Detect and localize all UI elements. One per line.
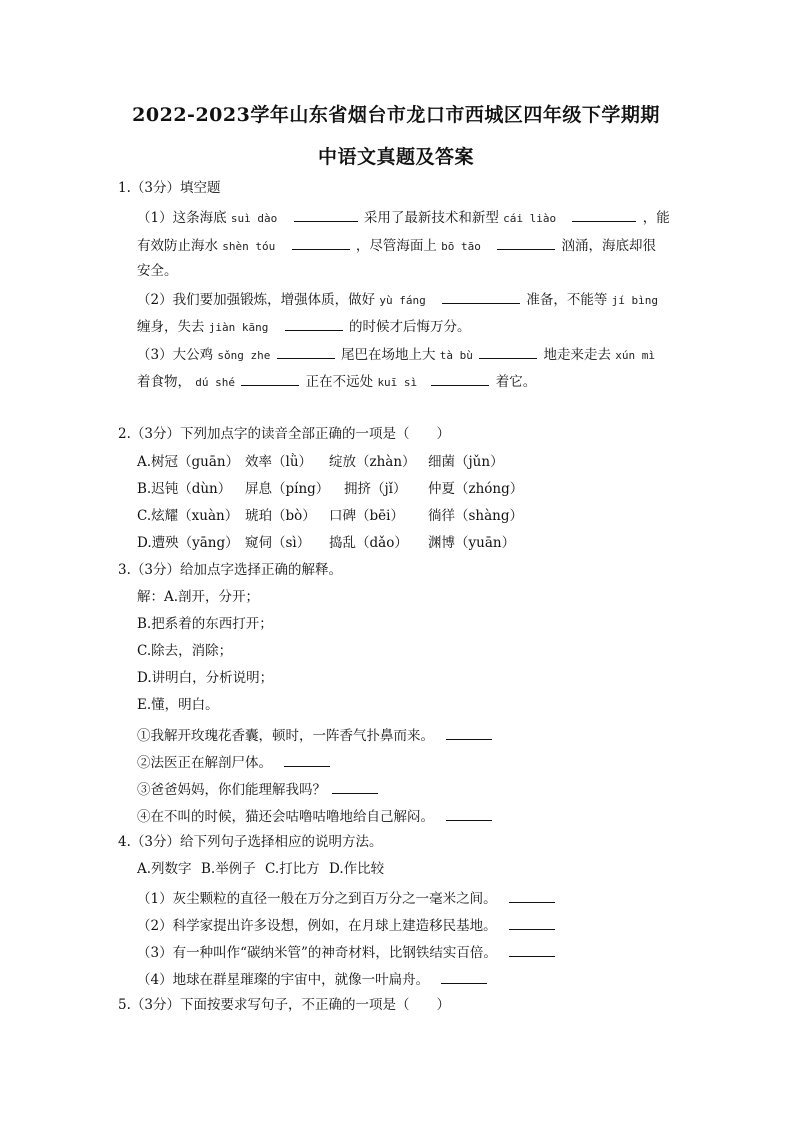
q4-choices xyxy=(137,861,384,877)
answer-blank[interactable] xyxy=(572,208,636,222)
pinyin: bō tāo xyxy=(441,240,481,253)
q3-def-d: D.讲明白，分析说明； xyxy=(137,670,274,686)
q1-p1-line2 xyxy=(137,236,656,255)
q1-p3-line2 xyxy=(137,372,536,391)
q3-def-a: 解：A.剖开，分开； xyxy=(137,589,260,605)
text: 着它。 xyxy=(495,374,537,390)
option-word: 效率（lǜ） xyxy=(245,454,313,470)
text: ，能 xyxy=(642,210,670,226)
choice: A.列数字 xyxy=(137,861,192,877)
option-word: 徜徉（shàng） xyxy=(428,508,524,524)
pinyin: kuī sì xyxy=(377,376,418,389)
item-text: ③爸爸妈妈，你们能理解我吗？ xyxy=(137,782,326,798)
text: （2）我们要加强锻炼，增强体质，做好 xyxy=(137,292,376,308)
option-word: B.迟钝（dùn） xyxy=(137,481,232,497)
item-text: （3）有一种叫作“碳纳米管”的神奇材料，比钢铁结实百倍。 xyxy=(137,945,497,961)
option-word: 仲夏（zhóng） xyxy=(428,481,524,497)
answer-blank[interactable] xyxy=(284,753,330,767)
text: 尾巴在场地上大 xyxy=(340,347,436,363)
option-word: C.炫耀（xuàn） xyxy=(137,508,239,524)
text: （1）这条海底 xyxy=(137,210,227,226)
text: 着食物， xyxy=(137,374,191,390)
answer-blank[interactable] xyxy=(509,889,555,903)
q4-item-1 xyxy=(137,889,557,907)
option-word: 细菌（jǔn） xyxy=(428,454,504,470)
item-text: （2）科学家提出许多设想，例如，在月球上建造移民基地。 xyxy=(137,918,497,934)
pinyin: dú shé xyxy=(195,376,236,389)
text: 采用了最新技术和新型 xyxy=(363,210,499,226)
q5-header: 5.（3分）下面按要求写句子，不正确的一项是（ ） xyxy=(118,997,450,1013)
pinyin: sǒng zhe xyxy=(217,349,271,362)
pinyin: jiàn kāng xyxy=(208,321,269,334)
q1-p1-line1 xyxy=(137,208,670,227)
q4-item-2 xyxy=(137,916,557,934)
answer-blank[interactable] xyxy=(241,372,299,386)
q1-header: 1.（3分）填空题 xyxy=(118,180,221,196)
option-word: A.树冠（guān） xyxy=(137,454,240,470)
answer-blank[interactable] xyxy=(441,970,487,984)
pinyin: suì dào xyxy=(230,212,278,225)
q3-def-c: C.除去，消除； xyxy=(137,643,233,659)
text: 准备，不能等 xyxy=(526,292,608,308)
answer-blank[interactable] xyxy=(431,372,489,386)
q2-option-a xyxy=(137,454,504,470)
text: 地走来走去 xyxy=(543,347,611,363)
option-word: D.遭殃（yāng） xyxy=(137,535,239,551)
option-word: 渊博（yuān） xyxy=(428,535,516,551)
answer-blank[interactable] xyxy=(294,208,358,222)
pinyin: shèn tóu xyxy=(222,240,276,253)
item-text: ②法医正在解剖尸体。 xyxy=(137,755,272,771)
answer-blank[interactable] xyxy=(446,807,492,821)
answer-blank[interactable] xyxy=(442,290,520,304)
q3-header: 3.（3分）给加点字选择正确的解释。 xyxy=(118,562,342,578)
option-word: 琥珀（bò） xyxy=(245,508,316,524)
answer-blank[interactable] xyxy=(479,345,537,359)
document-title-line1: 2022-2023学年山东省烟台市龙口市西城区四年级下学期期 xyxy=(132,104,660,126)
q2-option-d xyxy=(137,535,515,551)
pinyin: cái liào xyxy=(503,212,557,225)
q4-item-3 xyxy=(137,943,557,961)
answer-blank[interactable] xyxy=(509,943,555,957)
text: 正在不远处 xyxy=(305,374,374,390)
q3-item-1 xyxy=(137,726,494,744)
q2-option-c xyxy=(137,508,523,524)
answer-blank[interactable] xyxy=(509,916,555,930)
q1-p2-line1 xyxy=(137,290,658,309)
item-text: （4）地球在群星璀璨的宇宙中，就像一叶扁舟。 xyxy=(137,972,430,988)
q1-p1-line3: 安全。 xyxy=(137,263,178,279)
text: 汹涌，海底却很 xyxy=(561,238,657,254)
answer-blank[interactable] xyxy=(332,780,378,794)
q3-item-4 xyxy=(137,807,494,825)
q4-header: 4.（3分）给下列句子选择相应的说明方法。 xyxy=(118,834,383,850)
item-text: （1）灰尘颗粒的直径一般在万分之到百万分之一毫米之间。 xyxy=(137,891,497,907)
pinyin: jí bìng xyxy=(611,294,658,307)
q1-p2-line2 xyxy=(137,317,471,336)
option-word: 捣乱（dǎo） xyxy=(329,535,408,551)
q2-option-b xyxy=(137,481,523,497)
answer-blank[interactable] xyxy=(285,317,343,331)
pinyin: tà bù xyxy=(439,349,473,362)
choice: B.举例子 xyxy=(201,861,256,877)
text: （3）大公鸡 xyxy=(137,347,214,363)
item-text: ①我解开玫瑰花香囊，顿时，一阵香气扑鼻而来。 xyxy=(137,728,434,744)
q1-p3-line1 xyxy=(137,345,655,364)
pinyin: xún mì xyxy=(615,349,656,362)
q3-item-2 xyxy=(137,753,332,771)
answer-blank[interactable] xyxy=(277,345,335,359)
option-word: 拥挤（jǐ） xyxy=(344,481,407,497)
option-word: 窥伺（sì） xyxy=(245,535,311,551)
text: 缠身，失去 xyxy=(137,319,205,335)
q3-def-e: E.懂，明白。 xyxy=(137,697,219,713)
text: ，尽管海面上 xyxy=(355,238,437,254)
option-word: 绽放（zhàn） xyxy=(329,454,416,470)
text: 的时候才后悔万分。 xyxy=(349,319,471,335)
answer-blank[interactable] xyxy=(446,726,492,740)
answer-blank[interactable] xyxy=(292,236,350,250)
q3-def-b: B.把系着的东西打开； xyxy=(137,616,273,632)
option-word: 口碑（bēi） xyxy=(329,508,404,524)
text: 有效防止海水 xyxy=(137,238,218,254)
document-title-line2: 中语文真题及答案 xyxy=(317,146,474,168)
option-word: 屏息（píng） xyxy=(245,481,330,497)
pinyin: yù fáng xyxy=(379,294,426,307)
answer-blank[interactable] xyxy=(497,236,555,250)
q2-header: 2.（3分）下列加点字的读音全部正确的一项是（ ） xyxy=(118,426,450,442)
q4-item-4 xyxy=(137,970,489,988)
q3-item-3 xyxy=(137,780,380,798)
choice: C.打比方 xyxy=(265,861,320,877)
item-text: ④在不叫的时候，猫还会咕噜咕噜地给自己解闷。 xyxy=(137,809,434,825)
choice: D.作比较 xyxy=(329,861,385,877)
